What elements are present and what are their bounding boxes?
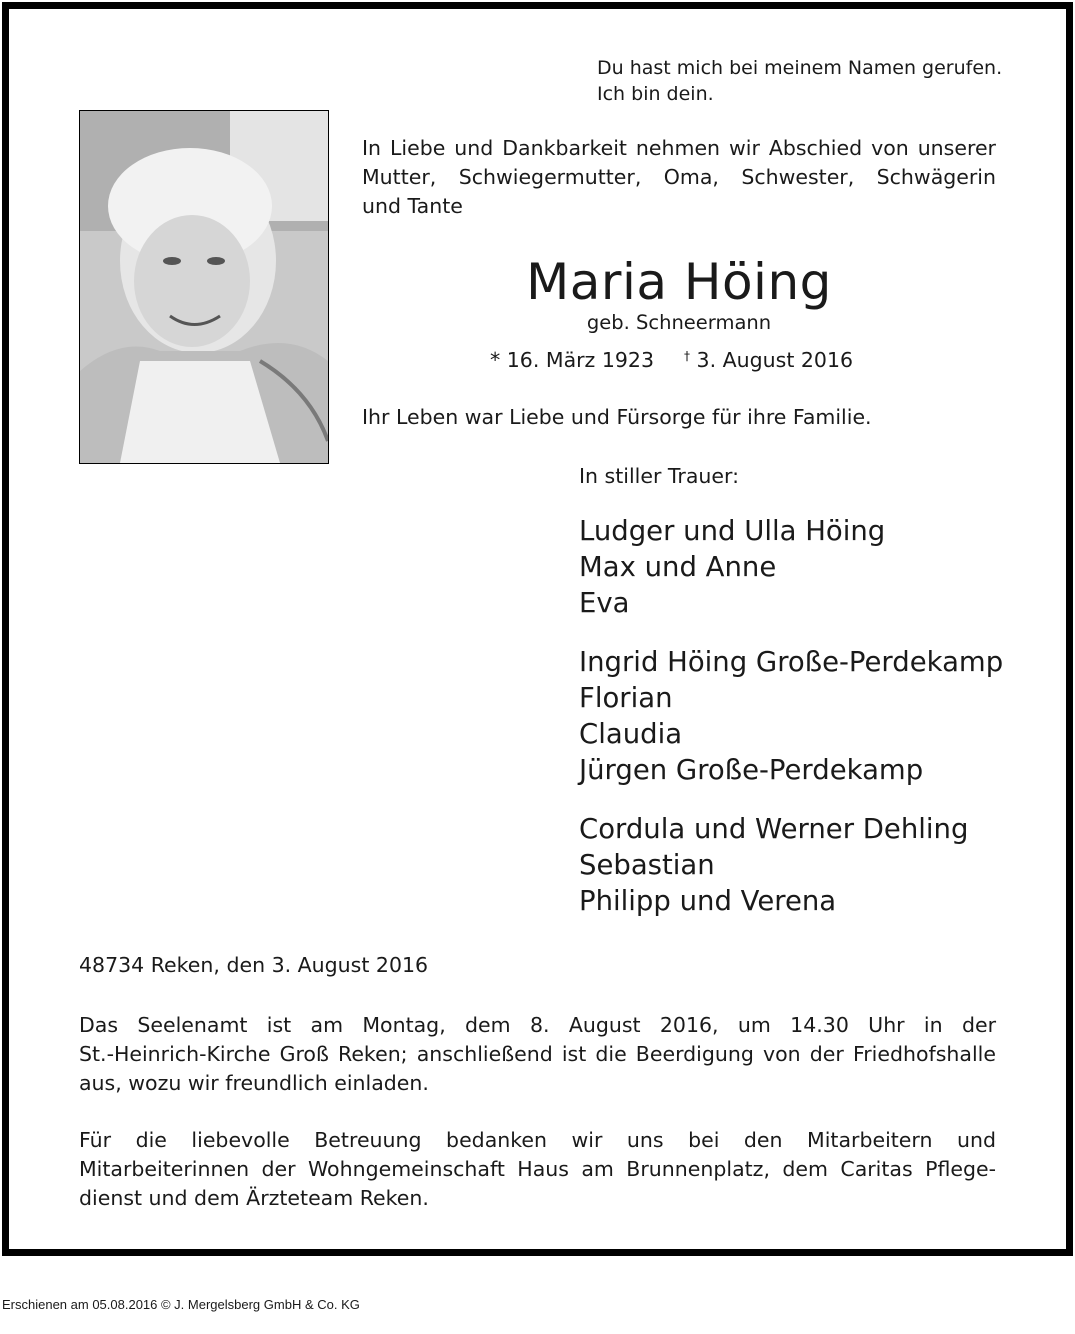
mourner-name: Max und Anne xyxy=(579,551,777,583)
birth-date: * 16. März 1923 xyxy=(490,348,655,372)
thanks-notice xyxy=(79,1126,996,1213)
place-and-date: 48734 Reken, den 3. August 2016 xyxy=(79,953,429,977)
service-notice-line: aus, wozu wir freundlich einladen. xyxy=(79,1071,429,1095)
mourner-name: Claudia xyxy=(579,718,683,750)
service-notice xyxy=(79,1011,996,1098)
portrait-photo xyxy=(79,110,329,464)
bible-verse xyxy=(597,55,1002,107)
farewell-intro-line: In Liebe und Dankbarkeit nehmen wir Abschied von unserer xyxy=(362,136,996,160)
mourner-name: Ingrid Höing Große-Perdekamp xyxy=(579,646,1004,678)
death-date: 3. August 2016 xyxy=(696,348,854,372)
service-notice-line: Das Seelenamt ist am Montag, dem 8. August 2016, um 14.30 Uhr in der xyxy=(79,1013,996,1037)
mourner-group xyxy=(579,513,885,621)
bible-verse-line: Ich bin dein. xyxy=(597,83,714,105)
mourner-name: Sebastian xyxy=(579,849,715,881)
mourner-group xyxy=(579,811,968,919)
life-summary: Ihr Leben war Liebe und Fürsorge für ihre Familie. xyxy=(362,405,872,429)
thanks-notice-line: Für die liebevolle Betreuung bedanken wir uns bei den Mitarbeitern und xyxy=(79,1128,996,1152)
service-notice-line: St.-Heinrich-Kirche Groß Reken; anschließend ist die Beerdigung von der Friedhofshalle xyxy=(79,1042,996,1066)
mourner-name: Jürgen Große-Perdekamp xyxy=(579,754,924,786)
deceased-name: Maria Höing xyxy=(526,253,832,311)
mourner-name: Ludger und Ulla Höing xyxy=(579,515,886,547)
thanks-notice-line: Mitarbeiterinnen der Wohngemeinschaft Haus am Brunnenplatz, dem Caritas Pflege- xyxy=(79,1157,996,1181)
publication-footer: Erschienen am 05.08.2016 © J. Mergelsberg GmbH & Co. KG xyxy=(2,1297,360,1312)
death-date-group xyxy=(684,348,853,372)
portrait-illustration xyxy=(80,111,328,463)
farewell-intro-line: Mutter, Schwiegermutter, Oma, Schwester, Schwägerin xyxy=(362,165,996,189)
bible-verse-line: Du hast mich bei meinem Namen gerufen. xyxy=(597,57,1003,79)
life-dates xyxy=(490,342,853,374)
mourner-name: Florian xyxy=(579,682,673,714)
mourner-name: Philipp und Verena xyxy=(579,885,837,917)
mourner-name: Cordula und Werner Dehling xyxy=(579,813,969,845)
thanks-notice-line: dienst und dem Ärzteteam Reken. xyxy=(79,1186,429,1210)
mourner-name: Eva xyxy=(579,587,630,619)
mourner-group xyxy=(579,644,1003,788)
cross-icon: † xyxy=(684,349,691,363)
birth-name: geb. Schneermann xyxy=(586,311,772,334)
farewell-intro-line: und Tante xyxy=(362,194,463,218)
mourning-heading: In stiller Trauer: xyxy=(579,464,739,488)
farewell-intro xyxy=(362,134,996,221)
